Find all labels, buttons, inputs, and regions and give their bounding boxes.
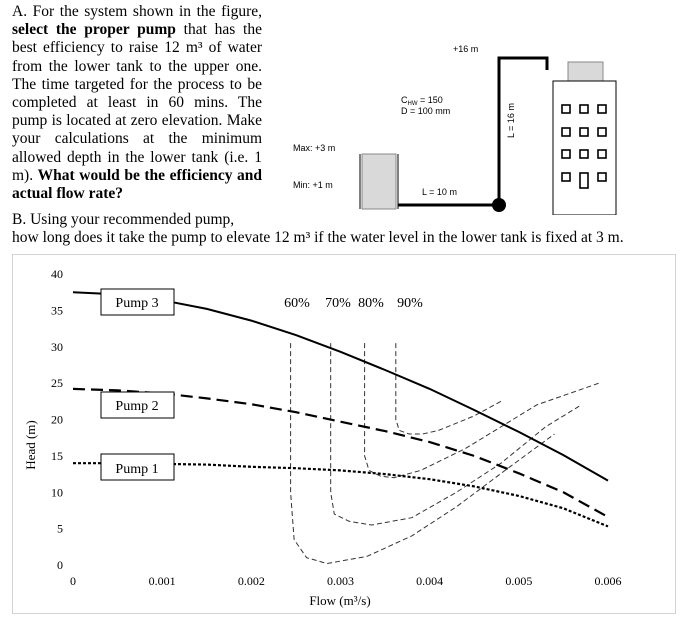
lower-tank [362,154,396,209]
x-tick-label: 0.004 [416,574,444,588]
upper-tank [568,62,603,82]
eff-label-70: 70% [325,296,351,311]
x-tick-label: 0.001 [148,574,176,588]
y-tick-label: 0 [57,558,63,572]
problem-a-body: that has the best efficiency to raise 12 m³ of water from the lower tank to the upper one. The time targeted for the process to be completed at least in 60 mins. The pump is located at zero elevation. Make your calculations at the minimum allowed depth in the lower tank (i.e. 1 m). [12,21,262,184]
x-axis-title: Flow (m³/s) [309,593,371,608]
y-tick-label: 25 [51,376,63,391]
y-tick-label: 10 [51,485,63,500]
problem-b-line2: how long does it take the pump to elevate 12 m³ if the water level in the lower tank is fixed at 3 m. [12,229,624,247]
x-tick-label: 0.006 [594,574,622,588]
vertical-length-label: L = 16 m [506,103,516,138]
y-tick-label: 5 [57,521,63,536]
pump3-label: Pump 3 [115,296,159,311]
y-tick-label: 30 [51,339,63,354]
problem-a-bold-pump: select the proper pump [12,21,176,39]
efficiency-contour-90 [396,343,501,434]
pipe-line [398,58,547,205]
efficiency-contour-80 [365,343,599,478]
horizontal-length-label: L = 10 m [422,187,457,197]
problem-a-intro: A. For the system shown in the figure, [12,3,262,20]
y-tick-label: 35 [51,303,63,318]
min-level-label: Min: +1 m [293,180,333,190]
pipe-diameter-label: D = 100 mm [401,106,451,116]
x-tick-label: 0.003 [327,574,354,588]
pump-symbol [492,198,506,212]
efficiency-contour-60 [291,343,555,563]
y-axis-title: Head (m) [23,420,38,470]
pump-labels [101,289,174,480]
pump1-label: Pump 1 [115,462,159,477]
efficiency-contour-70 [331,343,582,525]
max-level-label: Max: +3 m [293,143,336,153]
y-tick-label: 20 [51,412,63,427]
pipe-roughness-label: $C_{HW} = 150$ [401,95,443,107]
top-elevation-label: +16 m [453,44,479,54]
eff-label-80: 80% [358,296,384,311]
system-schematic [285,40,630,215]
problem-a-bold-question: What would be the efficiency and actual flow rate? [12,166,263,203]
efficiency-contours [291,343,599,563]
problem-a-text [12,3,262,203]
x-tick-label: 0.002 [237,574,265,588]
efficiency-labels [284,296,423,311]
x-axis-ticks [70,574,622,588]
y-tick-label: 40 [51,267,63,281]
pump2-label: Pump 2 [115,399,159,414]
y-tick-label: 15 [51,448,63,463]
pump-3-curve [73,292,608,480]
x-tick-label: 0.005 [505,574,533,588]
x-tick-label: 0 [70,574,76,588]
pump-curve-chart [13,255,675,613]
problem-b-line1: B. Using your recommended pump, [12,211,235,228]
eff-label-90: 90% [397,296,423,311]
eff-label-60: 60% [284,296,310,311]
y-axis-ticks [51,267,63,572]
building [553,81,616,215]
problem-b-text [12,211,682,248]
